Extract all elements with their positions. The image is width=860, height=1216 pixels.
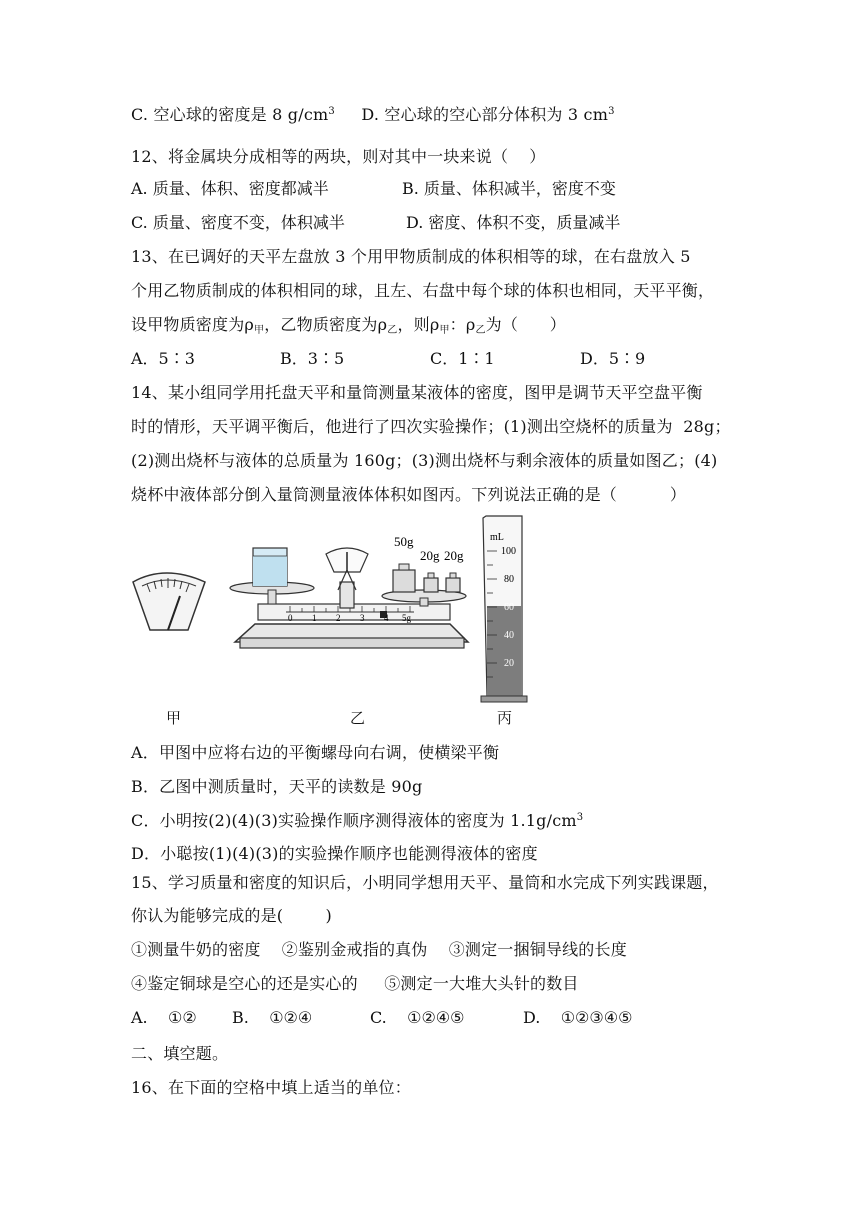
q14-line4: 烧杯中液体部分倒入量筒测量液体体积如图丙。下列说法正确的是（ ）	[131, 485, 687, 504]
q15-line1: 15、学习质量和密度的知识后，小明同学想用天平、量筒和水完成下列实践课题，	[131, 873, 719, 892]
figure-jia-dial	[133, 573, 205, 630]
q12-stem: 12、将金属块分成相等的两块，则对其中一块来说（ ）	[131, 147, 546, 166]
q12-option-a: A. 质量、体积、密度都减半	[131, 179, 329, 198]
q14-option-a: A．甲图中应将右边的平衡螺母向右调，使横梁平衡	[131, 743, 500, 762]
q15-option-c: C. ①②④⑤	[370, 1008, 465, 1027]
q15-option-a: A. ①②	[131, 1008, 197, 1027]
weight-label-50g: 50g	[394, 534, 414, 549]
weight-label-20g-b: 20g	[444, 548, 464, 563]
scale-label-1: 1	[312, 613, 317, 623]
q13-line2: 个用乙物质制成的体积相同的球，且左、右盘中每个球的体积也相同，天平平衡，	[131, 281, 715, 300]
scale-label-2: 2	[336, 613, 341, 623]
q15-option-d: D. ①②③④⑤	[523, 1008, 633, 1027]
q14-line2: 时的情形，天平调平衡后，他进行了四次实验操作；(1)测出空烧杯的质量为 28g；	[131, 417, 731, 436]
q13-line1: 13、在已调好的天平左盘放 3 个用甲物质制成的体积相等的球，在右盘放入 5	[131, 247, 691, 266]
q14-option-d: D．小聪按(1)(4)(3)的实验操作顺序也能测得液体的密度	[131, 844, 538, 863]
q13-option-c: C．1∶1	[430, 349, 495, 368]
scale-label-0: 0	[288, 613, 293, 623]
q12-option-c: C. 质量、密度不变，体积减半	[131, 213, 345, 232]
section-fill-in-heading: 二、填空题。	[131, 1044, 229, 1063]
q15-items2: ④鉴定铜球是空心的还是实心的 ⑤测定一大堆大头针的数目	[131, 974, 579, 993]
q14-line1: 14、某小组同学用托盘天平和量筒测量某液体的密度，图甲是调节天平空盘平衡	[131, 383, 703, 402]
q13-option-b: B．3∶5	[280, 349, 345, 368]
q14-option-c: C．小明按(2)(4)(3)实验操作顺序测得液体的密度为 $1.1g/cm^3$	[131, 811, 584, 830]
cylinder-tick-60: 60	[504, 602, 514, 613]
figure-yi-balance	[230, 534, 468, 648]
q16-stem: 16、在下面的空格中填上适当的单位：	[131, 1078, 411, 1097]
cylinder-tick-100: 100	[501, 546, 516, 557]
q11-options-cd: C. 空心球的密度是 8 $g/cm^3$ D. 空心球的空心部分体积为 3 $cm^3$	[131, 105, 615, 124]
q12-option-d: D. 密度、体积不变，质量减半	[406, 213, 621, 232]
q15-option-b: B. ①②④	[232, 1008, 313, 1027]
q13-line3: 设甲物质密度为$\rho_甲$，乙物质密度为$\rho_乙$，则$\rho_甲$：$\rho_乙$为（ ）	[131, 315, 566, 336]
scale-label-5: 5g	[402, 613, 411, 623]
q12-option-b: B. 质量、体积减半，密度不变	[402, 179, 616, 198]
caption-jia: 甲	[166, 709, 182, 727]
figure-bing-cylinder	[481, 516, 527, 702]
scale-label-4: 4	[384, 613, 389, 623]
cylinder-tick-80: 80	[504, 574, 514, 585]
scale-label-3: 3	[360, 613, 365, 623]
cylinder-tick-40: 40	[504, 630, 514, 641]
q15-line2: 你认为能够完成的是( )	[131, 906, 332, 925]
weight-label-20g-a: 20g	[420, 548, 440, 563]
q14-line3: (2)测出烧杯与液体的总质量为 160g；(3)测出烧杯与剩余液体的质量如图乙；(4)	[131, 451, 718, 470]
caption-yi: 乙	[350, 709, 366, 727]
q14-option-b: B．乙图中测质量时，天平的读数是 90g	[131, 777, 423, 796]
q13-option-d: D．5∶9	[580, 349, 646, 368]
q15-items1: ①测量牛奶的密度 ②鉴别金戒指的真伪 ③测定一捆铜导线的长度	[131, 940, 627, 959]
cylinder-unit: mL	[490, 532, 504, 543]
q13-option-a: A．5∶3	[131, 349, 195, 368]
cylinder-tick-20: 20	[504, 658, 514, 669]
caption-bing: 丙	[497, 709, 513, 727]
q14-figure	[0, 512, 860, 712]
